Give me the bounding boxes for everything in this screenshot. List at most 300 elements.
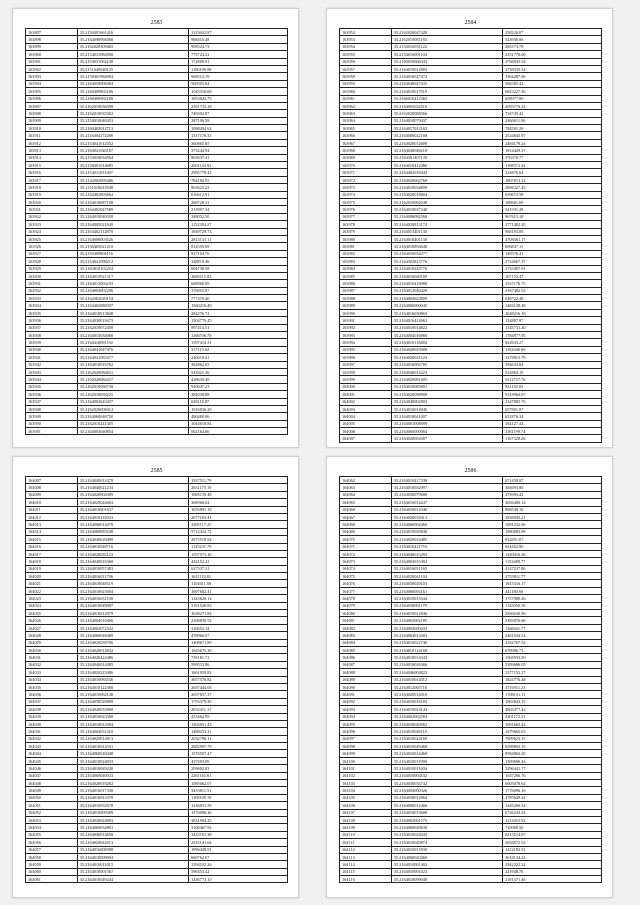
table-row [26, 206, 288, 213]
record-id-cell: 164000 [340, 383, 392, 390]
record-id-cell: 164074 [340, 565, 392, 572]
table-row [340, 176, 602, 183]
table-row [340, 398, 602, 405]
table-row [340, 669, 602, 676]
amount-value-cell: 3106467.92 [189, 824, 288, 831]
record-id-cell: 163956 [340, 58, 392, 65]
table-row [340, 536, 602, 543]
record-id-cell: 164025 [26, 610, 78, 617]
coordinate-value-cell: 35.2164020014485 [391, 536, 502, 543]
record-id-cell: 164103 [340, 780, 392, 787]
table-row [26, 117, 288, 124]
coordinate-value-cell: 35.2164006082360 [391, 213, 502, 220]
amount-value-cell: 896549.16 [503, 506, 602, 513]
record-id-cell: 163905 [26, 88, 78, 95]
coordinate-value-cell: 35.2164016051163 [391, 565, 502, 572]
coordinate-value-cell: 35.2151010013548 [77, 184, 188, 191]
table-row [340, 580, 602, 587]
amount-value-cell: 284276.72 [189, 309, 288, 316]
table-row [340, 88, 602, 95]
table-row [26, 513, 288, 520]
coordinate-value-cell: 35.2164020012609 [391, 139, 502, 146]
table-row [26, 383, 288, 390]
record-id-cell: 163954 [340, 43, 392, 50]
table-row [340, 809, 602, 816]
coordinate-value-cell: 35.2164010032097 [391, 484, 502, 491]
coordinate-value-cell: 35.2164040014658 [77, 831, 188, 838]
coordinate-value-cell: 35.2162010060738 [77, 383, 188, 390]
amount-value-cell: 863623.23 [189, 184, 288, 191]
amount-value-cell: 651876.34 [503, 413, 602, 420]
table-row [340, 802, 602, 809]
coordinate-value-cell: 35.2164020033960 [77, 706, 188, 713]
table-row [340, 765, 602, 772]
coordinate-value-cell: 35.2162020047428 [391, 29, 502, 36]
coordinate-value-cell: 35.2164040012479 [77, 477, 188, 484]
table-row [26, 698, 288, 705]
table-row [340, 36, 602, 43]
record-id-cell: 163975 [340, 198, 392, 205]
table-row [26, 88, 288, 95]
table-row [26, 624, 288, 631]
record-id-cell: 163908 [26, 110, 78, 117]
record-id-cell: 163939 [26, 339, 78, 346]
amount-value-cell: 1302051.43 [189, 720, 288, 727]
coordinate-value-cell: 35.2184041040187 [77, 147, 188, 154]
coordinate-value-cell: 35.2164020004387 [391, 435, 502, 442]
record-id-cell: 163935 [26, 309, 78, 316]
record-id-cell: 163983 [340, 258, 392, 265]
coordinate-value-cell: 35.2154041012352 [77, 139, 188, 146]
record-id-cell: 163961 [340, 95, 392, 102]
coordinate-value-cell: 35.2164010049110 [391, 728, 502, 735]
table-row [26, 639, 288, 646]
amount-value-cell: 428639.49 [189, 376, 288, 383]
coordinate-value-cell: 35.2164003040854 [77, 428, 188, 435]
record-id-cell: 163986 [340, 280, 392, 287]
amount-value-cell: 1488253.31 [189, 728, 288, 735]
amount-value-cell: 1309696.44 [503, 757, 602, 764]
coordinate-value-cell: 35.2164030029103 [391, 580, 502, 587]
table-row [340, 302, 602, 309]
record-id-cell: 164017 [26, 550, 78, 557]
amount-value-cell: 2391735.28 [189, 102, 288, 109]
coordinate-value-cell: 35.2164016023368 [77, 713, 188, 720]
table-row [26, 794, 288, 801]
record-id-cell: 164003 [340, 405, 392, 412]
coordinate-value-cell: 35.2158401984004 [77, 73, 188, 80]
table-row [26, 51, 288, 58]
table-row [26, 780, 288, 787]
coordinate-value-cell: 35.2164010023143 [391, 706, 502, 713]
coordinate-value-cell: 35.2164016008398 [77, 846, 188, 853]
amount-value-cell: 3453191.38 [189, 831, 288, 838]
table-row [340, 499, 602, 506]
record-id-cell: 163928 [26, 258, 78, 265]
table-row [340, 317, 602, 324]
record-id-cell: 164090 [340, 683, 392, 690]
record-id-cell: 163932 [26, 287, 78, 294]
amount-value-cell: 266728.31 [189, 198, 288, 205]
amount-value-cell: 1045316.69 [189, 88, 288, 95]
coordinate-value-cell: 35.2164010079437 [391, 117, 502, 124]
table-row [26, 65, 288, 72]
record-id-cell: 164007 [26, 477, 78, 484]
table-row [340, 624, 602, 631]
amount-value-cell: 1408671.89 [189, 639, 288, 646]
record-id-cell: 163940 [26, 346, 78, 353]
table-row [26, 80, 288, 87]
table-row [26, 853, 288, 860]
amount-value-cell: 3618134.24 [503, 853, 602, 860]
table-row [340, 720, 602, 727]
table-row [26, 154, 288, 161]
table-row [340, 51, 602, 58]
amount-value-cell: 659673.58 [503, 191, 602, 198]
record-id-cell: 163947 [26, 398, 78, 405]
coordinate-value-cell: 35.2164058008484 [77, 80, 188, 87]
table-row [26, 787, 288, 794]
amount-value-cell: 658118.87 [189, 398, 288, 405]
amount-value-cell: 437293.09 [189, 757, 288, 764]
amount-value-cell: 1062843.15 [503, 698, 602, 705]
record-id-cell: 163971 [340, 169, 392, 176]
coordinate-value-cell: 35.2164016013378 [77, 794, 188, 801]
coordinate-value-cell: 35.2164010011830 [391, 846, 502, 853]
record-id-cell: 164026 [26, 617, 78, 624]
amount-value-cell: 3034072.52 [503, 839, 602, 846]
amount-value-cell: 1125602.97 [189, 29, 288, 36]
table-row [26, 543, 288, 550]
record-id-cell: 163948 [26, 405, 78, 412]
amount-value-cell: 2651175.19 [189, 484, 288, 491]
amount-value-cell: 2383976.66 [503, 617, 602, 624]
record-id-cell: 164022 [26, 587, 78, 594]
record-id-cell: 164084 [340, 639, 392, 646]
record-id-cell: 164112 [340, 846, 392, 853]
table-row [26, 221, 288, 228]
record-id-cell: 163922 [26, 213, 78, 220]
table-row [26, 309, 288, 316]
table-row [340, 610, 602, 617]
record-id-cell: 164009 [26, 491, 78, 498]
coordinate-value-cell: 35.2164010057483 [77, 565, 188, 572]
coordinate-value-cell: 35.2164004031410 [77, 728, 188, 735]
coordinate-value-cell: 35.2154016031122 [391, 43, 502, 50]
coordinate-value-cell: 35.2162018058225 [77, 391, 188, 398]
coordinate-value-cell: 35.2164016414062 [391, 317, 502, 324]
coordinate-value-cell: 35.2154011031407 [77, 169, 188, 176]
amount-value-cell: 1214415.82 [503, 816, 602, 823]
record-id-cell: 164016 [26, 543, 78, 550]
coordinate-value-cell: 35.2164010014394 [77, 720, 188, 727]
coordinate-value-cell: 35.2164002002583 [391, 713, 502, 720]
amount-value-cell: 2069115.82 [189, 272, 288, 279]
record-id-cell: 163901 [26, 58, 78, 65]
coordinate-value-cell: 35.2151640940125 [77, 65, 188, 72]
amount-value-cell: 478966.07 [189, 632, 288, 639]
table-row [340, 676, 602, 683]
record-id-cell: 163913 [26, 147, 78, 154]
table-row [340, 258, 602, 265]
coordinate-value-cell: 35.2164010099048 [391, 876, 502, 883]
coordinate-value-cell: 35.2164040047435 [391, 80, 502, 87]
record-id-cell: 163989 [340, 302, 392, 309]
coordinate-value-cell: 35.2160402012713 [77, 125, 188, 132]
amount-value-cell: 1088494.62 [189, 125, 288, 132]
amount-value-cell: 316652.14 [189, 624, 288, 631]
amount-value-cell: 1557571.16 [189, 550, 288, 557]
table-row [26, 802, 288, 809]
amount-value-cell: 1814429.37 [503, 147, 602, 154]
record-id-cell: 163943 [26, 368, 78, 375]
table-row [340, 125, 602, 132]
record-id-cell: 163958 [340, 73, 392, 80]
record-id-cell: 163898 [26, 36, 78, 43]
amount-value-cell: 1645675.39 [189, 646, 288, 653]
record-id-cell: 164008 [26, 484, 78, 491]
coordinate-value-cell: 35.2164040002803 [391, 398, 502, 405]
coordinate-value-cell: 35.2164010013688 [391, 809, 502, 816]
record-id-cell: 164042 [26, 735, 78, 742]
coordinate-value-cell: 35.2164030061179 [391, 602, 502, 609]
table-row [340, 617, 602, 624]
table-row [340, 250, 602, 257]
record-id-cell: 163991 [340, 317, 392, 324]
table-row [26, 324, 288, 331]
amount-value-cell: 1153489.77 [503, 558, 602, 565]
record-id-cell: 164061 [26, 876, 78, 883]
coordinate-value-cell: 35.2156405021210 [77, 243, 188, 250]
table-row [26, 287, 288, 294]
amount-value-cell: 1504779.45 [189, 317, 288, 324]
record-id-cell: 164092 [340, 698, 392, 705]
table-row [340, 750, 602, 757]
table-row [26, 602, 288, 609]
coordinate-value-cell: 35.2162020309465 [77, 43, 188, 50]
coordinate-value-cell: 35.2164006000045 [391, 302, 502, 309]
coordinate-value-cell: 35.2164010001023 [391, 868, 502, 875]
record-id-cell: 163987 [340, 287, 392, 294]
coordinate-value-cell: 35.2164006022168 [391, 132, 502, 139]
record-id-cell: 163951 [26, 428, 78, 435]
amount-value-cell: 184127.44 [503, 420, 602, 427]
record-id-cell: 164048 [26, 780, 78, 787]
table-row [26, 272, 288, 279]
table-row [26, 405, 288, 412]
table-row [340, 383, 602, 390]
amount-value-cell: 4147237.86 [503, 565, 602, 572]
table-row [26, 139, 288, 146]
coordinate-value-cell: 35.2164010024043 [391, 831, 502, 838]
coordinate-value-cell: 35.2164015004233 [77, 280, 188, 287]
record-id-cell: 164097 [340, 735, 392, 742]
record-id-cell: 164098 [340, 743, 392, 750]
amount-value-cell: 2657657.37 [189, 691, 288, 698]
amount-value-cell: 5399686.05 [503, 661, 602, 668]
table-row [26, 491, 288, 498]
amount-value-cell: 394634.84 [503, 361, 602, 368]
amount-value-cell: 1708131.11 [503, 691, 602, 698]
amount-value-cell: 2077163.41 [189, 513, 288, 520]
table-row [340, 95, 602, 102]
record-id-cell: 163941 [26, 354, 78, 361]
amount-value-cell: 287106.58 [189, 117, 288, 124]
coordinate-value-cell: 35.2164020002768 [391, 176, 502, 183]
table-row [340, 58, 602, 65]
coordinate-value-cell: 35.2164010085801 [391, 383, 502, 390]
amount-value-cell: 1637266.76 [503, 772, 602, 779]
amount-value-cell: 1345628.14 [189, 595, 288, 602]
amount-value-cell: 1757980.26 [503, 595, 602, 602]
table-row [340, 853, 602, 860]
amount-value-cell: 543421.36 [189, 368, 288, 375]
amount-value-cell: 2566630.56 [503, 610, 602, 617]
record-id-cell: 164021 [26, 580, 78, 587]
amount-value-cell: 1576507.47 [189, 750, 288, 757]
record-id-cell: 164052 [26, 809, 78, 816]
record-id-cell: 164095 [340, 720, 392, 727]
table-row [26, 713, 288, 720]
table-row [340, 787, 602, 794]
amount-value-cell: 2347805.76 [503, 398, 602, 405]
amount-value-cell: 1611119.61 [189, 573, 288, 580]
amount-value-cell: 2351778.06 [503, 51, 602, 58]
coordinate-value-cell: 35.2164004013403 [391, 632, 502, 639]
coordinate-value-cell: 35.2164010049244 [77, 876, 188, 883]
amount-value-cell: 1815316.17 [503, 580, 602, 587]
record-id-cell: 164011 [26, 506, 78, 513]
amount-value-cell: 658977.80 [503, 95, 602, 102]
coordinate-value-cell: 35.2164010017019 [391, 88, 502, 95]
table-row [340, 477, 602, 484]
amount-value-cell: 324876.64 [503, 169, 602, 176]
coordinate-value-cell: 35.2164020018804 [391, 191, 502, 198]
amount-value-cell: 2461034.54 [503, 632, 602, 639]
record-id-cell: 163994 [340, 339, 392, 346]
amount-value-cell: 627537.31 [189, 565, 288, 572]
coordinate-value-cell: 35.2164041047476 [77, 346, 188, 353]
coordinate-value-cell: 35.2164010014312 [391, 676, 502, 683]
data-table [25, 28, 288, 435]
coordinate-value-cell: 35.2164016012879 [77, 610, 188, 617]
table-row [340, 743, 602, 750]
amount-value-cell: 1537176.75 [503, 280, 602, 287]
amount-value-cell: 441180.60 [503, 587, 602, 594]
table-row [26, 29, 288, 36]
table-row [340, 29, 602, 36]
amount-value-cell: 968514.19 [189, 73, 288, 80]
amount-value-cell: 2985778.42 [189, 169, 288, 176]
record-id-cell: 163949 [26, 413, 78, 420]
amount-value-cell: 213997.34 [189, 206, 288, 213]
record-id-cell: 163995 [340, 346, 392, 353]
coordinate-value-cell: 35.2164010034809 [391, 184, 502, 191]
record-id-cell: 164049 [26, 787, 78, 794]
table-row [26, 169, 288, 176]
table-row [340, 646, 602, 653]
amount-value-cell: 1108372.32 [503, 162, 602, 169]
table-row [26, 346, 288, 353]
record-id-cell: 164046 [26, 765, 78, 772]
table-row [26, 235, 288, 242]
record-id-cell: 164093 [340, 706, 392, 713]
table-row [26, 528, 288, 535]
amount-value-cell: 616612.91 [189, 191, 288, 198]
table-row [340, 506, 602, 513]
amount-value-cell: 1867813.12 [503, 176, 602, 183]
amount-value-cell: 1545731.40 [503, 324, 602, 331]
table-row [26, 36, 288, 43]
amount-value-cell: 1949729.73 [189, 228, 288, 235]
amount-value-cell: 1168441.77 [503, 624, 602, 631]
amount-value-cell: 1996428.91 [189, 846, 288, 853]
record-id-cell: 164056 [26, 839, 78, 846]
coordinate-value-cell: 35.2164010049248 [77, 765, 188, 772]
coordinate-value-cell: 35.2164018048319 [77, 580, 188, 587]
record-id-cell: 164059 [26, 861, 78, 868]
record-id-cell: 163919 [26, 191, 78, 198]
record-id-cell: 164083 [340, 632, 392, 639]
coordinate-value-cell: 35.2164010083536 [77, 676, 188, 683]
record-id-cell: 164087 [340, 661, 392, 668]
amount-value-cell: 8213514.87 [503, 831, 602, 838]
amount-value-cell: 968416.48 [189, 36, 288, 43]
table-row [340, 420, 602, 427]
amount-value-cell: 149576.41 [503, 250, 602, 257]
record-id-cell: 164115 [340, 868, 392, 875]
record-id-cell: 164111 [340, 839, 392, 846]
amount-value-cell: 8598863.19 [503, 743, 602, 750]
record-id-cell: 164116 [340, 876, 392, 883]
record-id-cell: 163916 [26, 169, 78, 176]
coordinate-value-cell: 35.2164016001637 [77, 506, 188, 513]
record-id-cell: 164060 [26, 868, 78, 875]
coordinate-value-cell: 35.2164005022518 [391, 102, 502, 109]
amount-value-cell: 1412183.51 [503, 846, 602, 853]
table-row [26, 176, 288, 183]
coordinate-value-cell: 35.2164060020460 [391, 853, 502, 860]
record-id-cell: 164053 [26, 816, 78, 823]
coordinate-value-cell: 35.2164015034068 [77, 332, 188, 339]
record-id-cell: 163953 [340, 36, 392, 43]
record-id-cell: 164108 [340, 816, 392, 823]
record-id-cell: 164019 [26, 565, 78, 572]
amount-value-cell: 5838035.21 [503, 513, 602, 520]
coordinate-value-cell: 35.2142002095406 [77, 176, 188, 183]
table-row [340, 73, 602, 80]
table-row [26, 43, 288, 50]
amount-value-cell: 6005078.62 [503, 780, 602, 787]
table-row [340, 683, 602, 690]
table-row [340, 661, 602, 668]
table-row [340, 816, 602, 823]
coordinate-value-cell: 35.2162010241405 [77, 420, 188, 427]
record-id-cell: 164030 [26, 646, 78, 653]
amount-value-cell: 258226.87 [503, 29, 602, 36]
amount-value-cell: 739181.72 [189, 654, 288, 661]
amount-value-cell: 678986.73 [503, 646, 602, 653]
table-row [26, 110, 288, 117]
table-row [26, 102, 288, 109]
record-id-cell: 164001 [340, 391, 392, 398]
record-id-cell: 163974 [340, 191, 392, 198]
record-id-cell: 163984 [340, 265, 392, 272]
table-row [340, 43, 602, 50]
coordinate-value-cell: 35.2164020042013 [77, 839, 188, 846]
table-row [26, 376, 288, 383]
table-row [26, 265, 288, 272]
